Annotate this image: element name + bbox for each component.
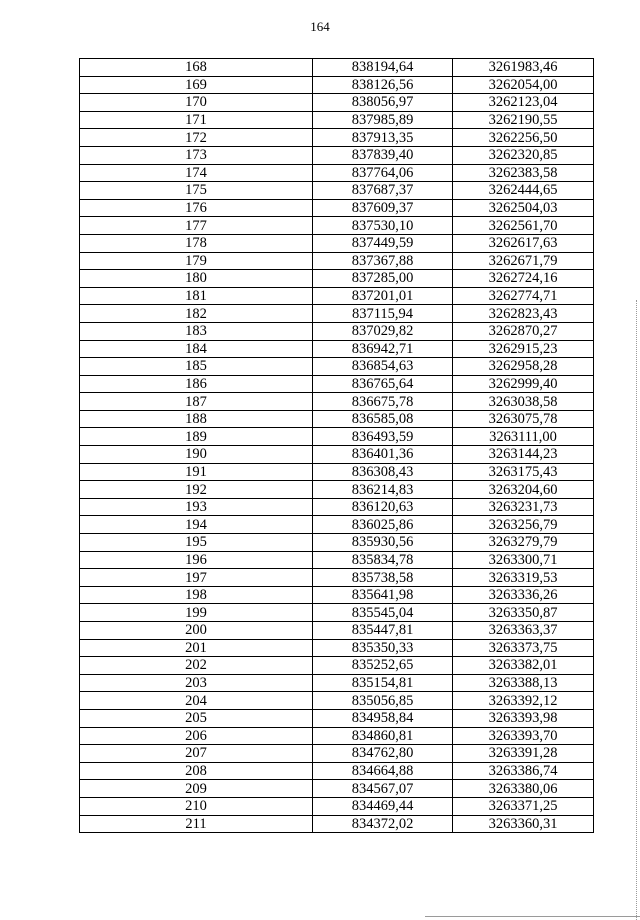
x-coordinate-cell: 837687,37 [313,182,453,200]
y-coordinate-cell: 3263373,75 [453,639,594,657]
x-coordinate-cell: 835056,85 [313,692,453,710]
table-row [80,797,594,815]
point-number-cell: 206 [80,727,313,745]
point-number-cell: 178 [80,234,313,252]
point-number-cell: 180 [80,270,313,288]
y-coordinate-cell: 3262999,40 [453,375,594,393]
point-number-cell: 204 [80,692,313,710]
x-coordinate-cell: 834567,07 [313,780,453,798]
table-row [80,94,594,112]
y-coordinate-cell: 3262774,71 [453,287,594,305]
point-number-cell: 209 [80,780,313,798]
point-number-cell: 188 [80,410,313,428]
point-number-cell: 195 [80,534,313,552]
y-coordinate-cell: 3263360,31 [453,815,594,833]
y-coordinate-cell: 3262054,00 [453,76,594,94]
table-row [80,534,594,552]
x-coordinate-cell: 836214,83 [313,481,453,499]
point-number-cell: 174 [80,164,313,182]
y-coordinate-cell: 3263392,12 [453,692,594,710]
point-number-cell: 179 [80,252,313,270]
y-coordinate-cell: 3263363,37 [453,622,594,640]
x-coordinate-cell: 837201,01 [313,287,453,305]
table-row [80,727,594,745]
table-row [80,164,594,182]
point-number-cell: 201 [80,639,313,657]
y-coordinate-cell: 3262671,79 [453,252,594,270]
point-number-cell: 177 [80,217,313,235]
y-coordinate-cell: 3262870,27 [453,322,594,340]
point-number-cell: 182 [80,305,313,323]
table-row [80,586,594,604]
y-coordinate-cell: 3262617,63 [453,234,594,252]
table-row [80,569,594,587]
table-row [80,551,594,569]
y-coordinate-cell: 3263319,53 [453,569,594,587]
y-coordinate-cell: 3262444,65 [453,182,594,200]
table-row [80,745,594,763]
y-coordinate-cell: 3262320,85 [453,146,594,164]
point-number-cell: 196 [80,551,313,569]
x-coordinate-cell: 834664,88 [313,762,453,780]
point-number-cell: 189 [80,428,313,446]
x-coordinate-cell: 836493,59 [313,428,453,446]
table-row [80,622,594,640]
point-number-cell: 168 [80,59,313,77]
table-row [80,234,594,252]
point-number-cell: 202 [80,657,313,675]
table-row [80,270,594,288]
y-coordinate-cell: 3262823,43 [453,305,594,323]
point-number-cell: 173 [80,146,313,164]
y-coordinate-cell: 3263279,79 [453,534,594,552]
x-coordinate-cell: 837913,35 [313,129,453,147]
point-number-cell: 197 [80,569,313,587]
scan-bottom-mark [425,916,640,917]
x-coordinate-cell: 837764,06 [313,164,453,182]
point-number-cell: 175 [80,182,313,200]
x-coordinate-cell: 837985,89 [313,111,453,129]
y-coordinate-cell: 3263350,87 [453,604,594,622]
point-number-cell: 205 [80,709,313,727]
x-coordinate-cell: 836675,78 [313,393,453,411]
y-coordinate-cell: 3263204,60 [453,481,594,499]
y-coordinate-cell: 3263382,01 [453,657,594,675]
y-coordinate-cell: 3263038,58 [453,393,594,411]
x-coordinate-cell: 837367,88 [313,252,453,270]
y-coordinate-cell: 3263380,06 [453,780,594,798]
point-number-cell: 194 [80,516,313,534]
point-number-cell: 169 [80,76,313,94]
table-row [80,446,594,464]
y-coordinate-cell: 3263231,73 [453,498,594,516]
table-row [80,410,594,428]
table-row [80,428,594,446]
x-coordinate-cell: 836120,63 [313,498,453,516]
point-number-cell: 187 [80,393,313,411]
y-coordinate-cell: 3262123,04 [453,94,594,112]
y-coordinate-cell: 3263388,13 [453,674,594,692]
x-coordinate-cell: 835545,04 [313,604,453,622]
x-coordinate-cell: 838194,64 [313,59,453,77]
y-coordinate-cell: 3262256,50 [453,129,594,147]
x-coordinate-cell: 837449,59 [313,234,453,252]
y-coordinate-cell: 3262190,55 [453,111,594,129]
table-row [80,780,594,798]
y-coordinate-cell: 3263371,25 [453,797,594,815]
x-coordinate-cell: 836942,71 [313,340,453,358]
y-coordinate-cell: 3263336,26 [453,586,594,604]
x-coordinate-cell: 834958,84 [313,709,453,727]
coordinates-table-body [80,59,594,833]
point-number-cell: 183 [80,322,313,340]
x-coordinate-cell: 835252,65 [313,657,453,675]
table-row [80,692,594,710]
x-coordinate-cell: 835641,98 [313,586,453,604]
point-number-cell: 199 [80,604,313,622]
table-row [80,252,594,270]
y-coordinate-cell: 3263144,23 [453,446,594,464]
table-row [80,498,594,516]
x-coordinate-cell: 835447,81 [313,622,453,640]
table-row [80,322,594,340]
table-row [80,182,594,200]
point-number-cell: 176 [80,199,313,217]
table-row [80,146,594,164]
table-row [80,815,594,833]
coordinates-table [79,58,594,833]
table-row [80,305,594,323]
y-coordinate-cell: 3263393,98 [453,709,594,727]
y-coordinate-cell: 3262561,70 [453,217,594,235]
y-coordinate-cell: 3262915,23 [453,340,594,358]
point-number-cell: 198 [80,586,313,604]
table-row [80,217,594,235]
x-coordinate-cell: 834372,02 [313,815,453,833]
table-row [80,393,594,411]
point-number-cell: 191 [80,463,313,481]
table-row [80,639,594,657]
x-coordinate-cell: 837530,10 [313,217,453,235]
x-coordinate-cell: 837609,37 [313,199,453,217]
point-number-cell: 208 [80,762,313,780]
page-number: 164 [310,19,330,34]
table-row [80,76,594,94]
x-coordinate-cell: 837839,40 [313,146,453,164]
x-coordinate-cell: 836401,36 [313,446,453,464]
x-coordinate-cell: 835350,33 [313,639,453,657]
x-coordinate-cell: 836025,86 [313,516,453,534]
x-coordinate-cell: 835930,56 [313,534,453,552]
y-coordinate-cell: 3263300,71 [453,551,594,569]
point-number-cell: 181 [80,287,313,305]
y-coordinate-cell: 3263391,28 [453,745,594,763]
table-row [80,516,594,534]
point-number-cell: 185 [80,358,313,376]
point-number-cell: 171 [80,111,313,129]
x-coordinate-cell: 837285,00 [313,270,453,288]
point-number-cell: 186 [80,375,313,393]
y-coordinate-cell: 3263256,79 [453,516,594,534]
point-number-cell: 184 [80,340,313,358]
y-coordinate-cell: 3263075,78 [453,410,594,428]
y-coordinate-cell: 3261983,46 [453,59,594,77]
x-coordinate-cell: 834860,81 [313,727,453,745]
point-number-cell: 193 [80,498,313,516]
table-row [80,199,594,217]
x-coordinate-cell: 836585,08 [313,410,453,428]
table-row [80,375,594,393]
scan-edge-mark [636,300,638,920]
y-coordinate-cell: 3262724,16 [453,270,594,288]
y-coordinate-cell: 3262958,28 [453,358,594,376]
point-number-cell: 210 [80,797,313,815]
table-row [80,762,594,780]
y-coordinate-cell: 3263386,74 [453,762,594,780]
y-coordinate-cell: 3263111,00 [453,428,594,446]
x-coordinate-cell: 835154,81 [313,674,453,692]
point-number-cell: 192 [80,481,313,499]
x-coordinate-cell: 834762,80 [313,745,453,763]
x-coordinate-cell: 836765,64 [313,375,453,393]
x-coordinate-cell: 837115,94 [313,305,453,323]
table-row [80,481,594,499]
table-row [80,59,594,77]
table-row [80,657,594,675]
table-row [80,674,594,692]
x-coordinate-cell: 836308,43 [313,463,453,481]
point-number-cell: 211 [80,815,313,833]
y-coordinate-cell: 3263393,70 [453,727,594,745]
x-coordinate-cell: 834469,44 [313,797,453,815]
x-coordinate-cell: 838056,97 [313,94,453,112]
x-coordinate-cell: 835834,78 [313,551,453,569]
table-row [80,709,594,727]
x-coordinate-cell: 838126,56 [313,76,453,94]
table-row [80,463,594,481]
x-coordinate-cell: 837029,82 [313,322,453,340]
table-row [80,340,594,358]
y-coordinate-cell: 3262504,03 [453,199,594,217]
table-row [80,129,594,147]
table-row [80,604,594,622]
point-number-cell: 207 [80,745,313,763]
table-row [80,111,594,129]
point-number-cell: 203 [80,674,313,692]
table-row [80,358,594,376]
x-coordinate-cell: 836854,63 [313,358,453,376]
point-number-cell: 190 [80,446,313,464]
x-coordinate-cell: 835738,58 [313,569,453,587]
y-coordinate-cell: 3263175,43 [453,463,594,481]
point-number-cell: 200 [80,622,313,640]
point-number-cell: 172 [80,129,313,147]
y-coordinate-cell: 3262383,58 [453,164,594,182]
table-row [80,287,594,305]
point-number-cell: 170 [80,94,313,112]
